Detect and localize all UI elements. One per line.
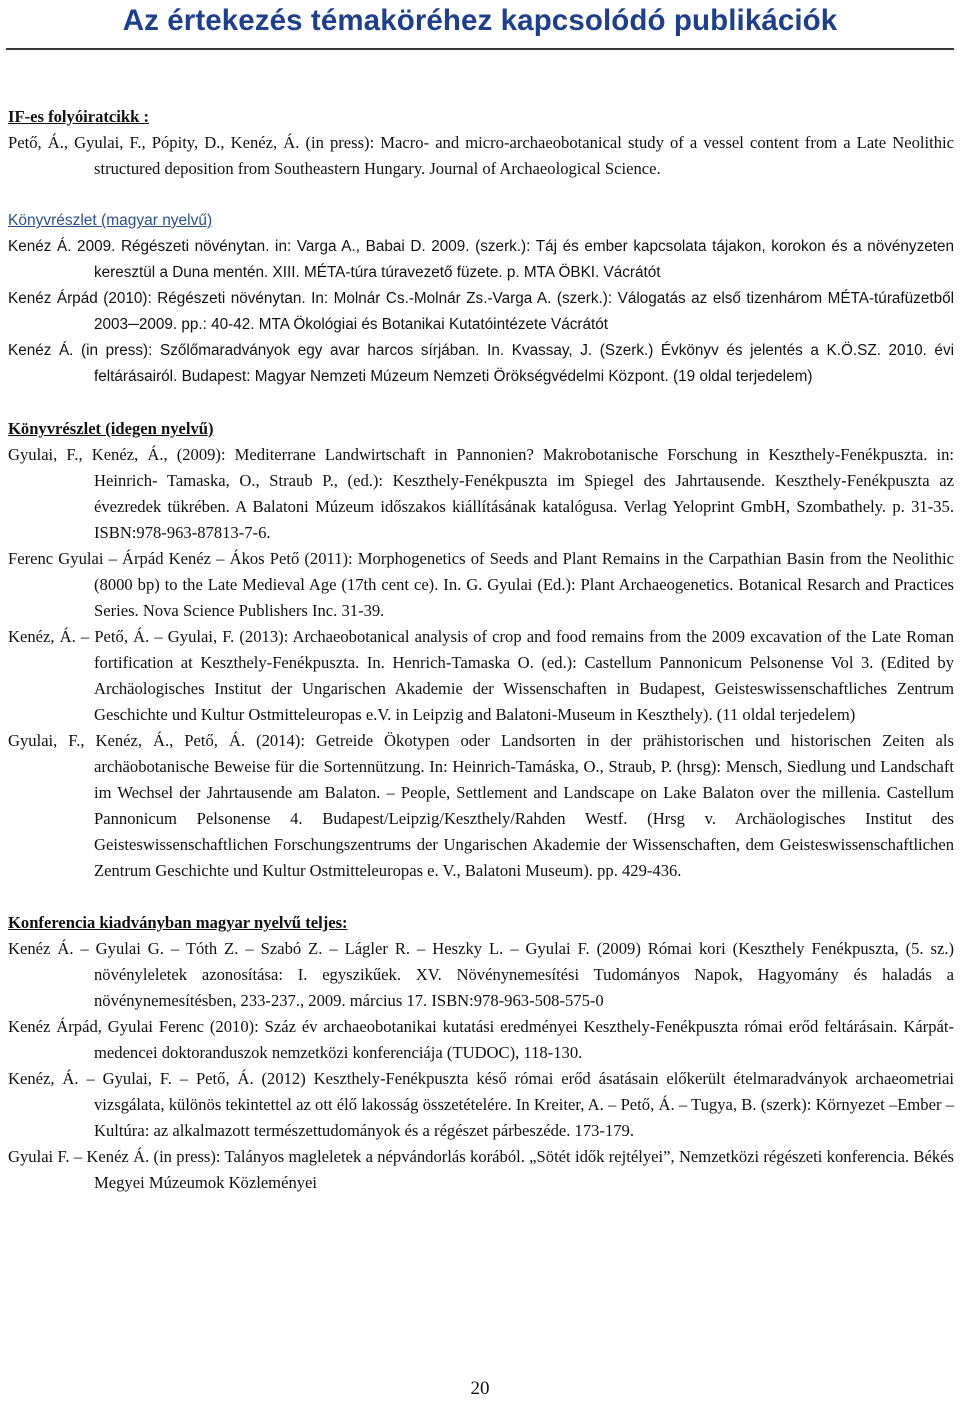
publication-entry: Kenéz Á. – Gyulai G. – Tóth Z. – Szabó Z. – Lágler R. – Heszky L. – Gyulai F. (2009) Római kori (Keszthely Fenékpuszta, (5. sz.) növényleletek azonosítása: I. egyszikűek. XV. Növénynemesítési Tudományos Napok, Hagyomány és haladás a növénynemesítésben, 233-237., 2009. március 17. ISBN:978-963-508-575-0 [8,939,954,1010]
page-number: 20 [470,1378,490,1399]
page-title: Az értekezés témaköréhez kapcsolódó publikációk [122,4,838,37]
publication-entry: Kenéz, Á. – Pető, Á. – Gyulai, F. (2013): Archaeobotanical analysis of crop and food remains from the 2009 excavation of the Late Roman fortification at Keszthely-Fenékpuszta. In. Henrich-Tamaska O. (ed.): Castellum Pannonicum Pelsonense Vol 3. (Edited by Archäologisches Institut der Ungarischen Akademie der Wissenschaften in Budapest, Geisteswissenschaftliches Zentrum Geschichte und Kultur Ostmitteleuropas e.V. in Leipzig and Balatoni-Museum in Keszthely). (11 oldal terjedelem) [8,627,954,724]
title-divider [6,48,954,50]
section-heading-book-chapter-hu: Könyvrészlet (magyar nyelvű) [8,212,213,229]
publication-entry: Gyulai, F., Kenéz, Á., Pető, Á. (2014): Getreide Ökotypen oder Landsorten in der prähistorischen und historischen Zeiten als archäobotanische Beweise für die Sortennützung. In: Heinrich-Tamáska, O., Straub, P. (hrsg): Mensch, Siedlung und Landschaft im Wechsel der Jahrtausende am Balaton. – People, Settlement and Landscape on Lake Balaton over the millenia. Castellum Pannonicum Pelsonense 4. Budapest/Leipzig/Keszthely/Rahden Westf. (Hrsg v. Archäologisches Institut des Geisteswissenschaftlichen Forschungszentrums der Ungarischen Akademie der Wissenschaften, dem Geisteswissenschaftlichen Zentrum Geschichte und Kultur Ostmitteleuropas e. V., Balatoni Museum). pp. 429-436. [8,731,954,880]
publication-entry: Kenéz Árpád (2010): Régészeti növénytan. In: Molnár Cs.-Molnár Zs.-Varga A. (szerk.): Válogatás az első tizenhárom MÉTA-túrafüzetből 2003─2009. pp.: 40-42. MTA Ökológiai és Botanikai Kutatóintézete Vácrátót [8,290,954,333]
publication-entry: Kenéz, Á. – Gyulai, F. – Pető, Á. (2012) Keszthely-Fenékpuszta késő római erőd ásatásain előkerült ételmaradványok archaeometriai vizsgálata, különös tekintettel az ott élő lakosság összetételére. In Kreiter, A. – Pető, Á. – Tugya, B. (szerk): Környezet –Ember –Kultúra: az alkalmazott természettudományok és a régészet párbeszéde. 173-179. [8,1069,954,1140]
publication-entry: Kenéz Á. 2009. Régészeti növénytan. in: Varga A., Babai D. 2009. (szerk.): Táj és ember kapcsolata tájakon, korokon és a növényzeten keresztül a Duna mentén. XIII. MÉTA-túra túravezető füzete. p. MTA ÖBKI. Vácrátót [8,238,954,281]
publication-entry: Gyulai, F., Kenéz, Á., (2009): Mediterrane Landwirtschaft in Pannonien? Makrobotanische Forschung in Keszthely-Fenékpuszta. in: Heinrich- Tamaska, O., Straub P., (ed.): Keszthely-Fenékpuszta im Spiegel des Jahrtausende. Keszthely-Fenékpuszta az évezredek tükrében. A Balatoni Múzeum időszakos kiállításának katalógusa. Verlag Yeloprint GmbH, Szombathely. p. 31-35. ISBN:978-963-87813-7-6. [8,445,954,542]
publication-entry: Ferenc Gyulai – Árpád Kenéz – Ákos Pető (2011): Morphogenetics of Seeds and Plant Remains in the Carpathian Basin from the Neolithic (8000 bp) to the Late Medieval Age (17th cent ce). In. G. Gyulai (Ed.): Plant Archaeogenetics. Botanical Resarch and Practices Series. Nova Science Publishers Inc. 31-39. [8,549,954,620]
section-heading-if-journal: IF-es folyóiratcikk : [8,107,150,126]
publication-entry: Kenéz Á. (in press): Szőlőmaradványok egy avar harcos sírjában. In. Kvassay, J. (Szerk.) Évkönyv és jelentés a K.Ö.SZ. 2010. évi feltárásairól. Budapest: Magyar Nemzeti Múzeum Nemzeti Örökségvédelmi Központ. (19 oldal terjedelem) [8,342,954,385]
section-heading-conference-hu: Konferencia kiadványban magyar nyelvű teljes: [8,913,348,932]
publication-list [8,104,954,1196]
publication-entry: Gyulai F. – Kenéz Á. (in press): Talányos magleletek a népvándorlás korából. „Sötét idők rejtélyei”, Nemzetközi régészeti konferencia. Békés Megyei Múzeumok Közleményei [8,1147,954,1192]
section-heading-book-chapter-foreign: Könyvrészlet (idegen nyelvű) [8,419,214,438]
publication-entry: Pető, Á., Gyulai, F., Pópity, D., Kenéz, Á. (in press): Macro- and micro-archaeobotanical study of a vessel content from a Late Neolithic structured deposition from Southeastern Hungary. Journal of Archaeological Science. [8,133,954,178]
publication-entry: Kenéz Árpád, Gyulai Ferenc (2010): Száz év archaeobotanikai kutatási eredményei Keszthely-Fenékpuszta római erőd feltárásain. Kárpát-medencei doktoranduszok nemzetközi konferenciája (TUDOC), 118-130. [8,1017,954,1062]
